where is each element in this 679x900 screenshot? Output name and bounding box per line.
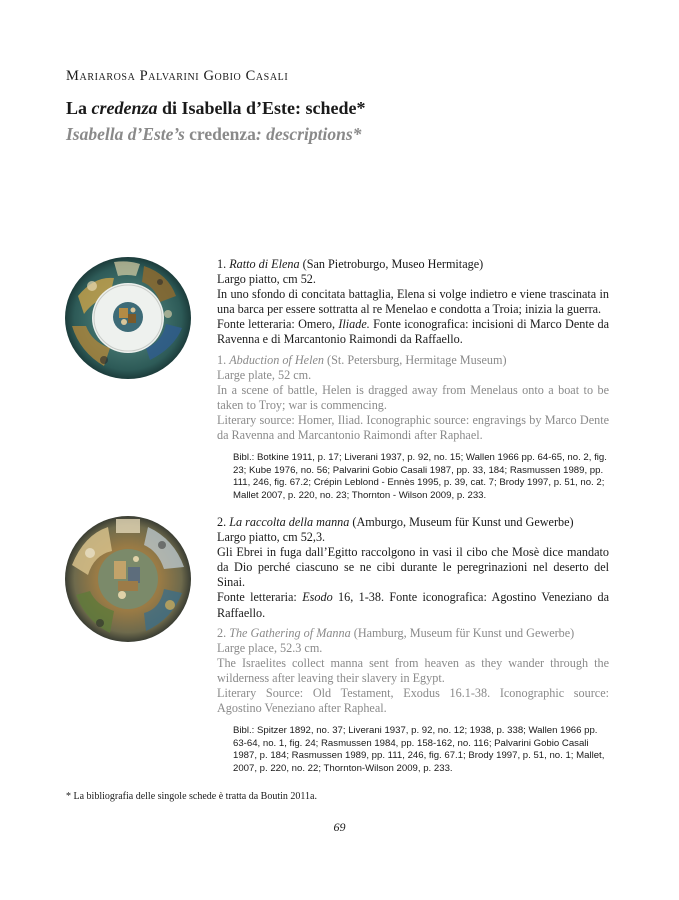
artwork-sources — [217, 317, 609, 347]
bibliography: Bibl.: Botkine 1911, p. 17; Liverani 1937, p. 92, no. 15; Wallen 1966 pp. 64-65, no. 2, fig. 23; Kube 1976, no. 56; Palvarini Gobio Casali 1987, pp. 33, 184; Rasmussen 1989, pp. 111, 246, fig. 67.2; Crépin Leblond - Ennès 1995, p. 39, cat. 7; Brody 1997, p. 51, no. 2; Mallet 2007, p. 220, no. 23; Thornton - Wilson 2009, p. 233. — [233, 452, 607, 501]
title-it-post: di Isabella d’Este: schede* — [157, 98, 366, 118]
sources-pre: Fonte letteraria: — [217, 590, 303, 605]
artwork-size: Largo piatto, cm 52. — [217, 272, 316, 287]
entry-number: 2. — [217, 515, 230, 529]
artwork-description: In uno sfondo di concitata battaglia, Elena si volge indietro e viene trascinata in una barca per essere sottratta al re Menelao e condotta a Troia; inizia la guerra. — [217, 287, 609, 317]
artwork-description-en: The Israelites collect manna sent from heaven as they wander through the wilderness after leaving their slavery in Egypt. — [217, 655, 609, 685]
artwork-title-en: Abduction of Helen — [229, 352, 324, 367]
plate-image-abduction-of-helen — [64, 256, 192, 380]
sources-literary-title: Iliade. — [338, 317, 370, 332]
artwork-description-en: In a scene of battle, Helen is dragged away from Menelaus onto a boat to be taken to Troy; war is commencing. — [217, 382, 609, 412]
artwork-description: Gli Ebrei in fuga dall’Egitto raccolgono in vasi il cibo che Mosè dice mandato da Dio perché ciascuno se ne cibi durante le peregrinazioni nel deserto del Sinai. — [217, 545, 609, 590]
entry-1 — [217, 257, 609, 503]
artwork-size: Largo piatto, cm 52,3. — [217, 530, 326, 545]
artwork-title-en: The Gathering of Manna — [229, 625, 351, 640]
artwork-title: La raccolta della manna — [229, 515, 350, 529]
artwork-sources-en: Literary source: Homer, Iliad. Iconographic source: engravings by Marco Dente da Ravenna and Marcantonio Raimondi after Raphael. — [217, 412, 609, 443]
title-italian — [66, 98, 366, 119]
artwork-location-en: (Hamburg, Museum für Kunst und Gewerbe) — [350, 625, 575, 640]
title-en-post: : descriptions* — [255, 124, 362, 144]
title-en-mid: credenza — [189, 124, 256, 144]
artwork-title: Ratto di Elena — [229, 257, 300, 271]
sources-post: 16, 1-38. Fonte iconografica: Agostino Veneziano da Raffaello. — [217, 590, 609, 620]
sources-pre: Fonte letteraria: Omero, — [217, 317, 339, 332]
author-name: Mariarosa Palvarini Gobio Casali — [66, 68, 289, 84]
plate-image-gathering-of-manna — [64, 515, 192, 643]
bibliography: Bibl.: Spitzer 1892, no. 37; Liverani 1937, p. 92, no. 12; 1938, p. 338; Wallen 1966 pp. 63-64, no. 1, fig. 24; Rasmussen 1984, pp. 158-162, no. 116; Palvarini Gobio Casali 1987, p. 184; Rasmussen 1989, pp. 111, 246, fig. 67.1; Brody 1997, p. 51, no. 1; Mallet, 2007, p. 220, no. 22; Thornton-Wilson 2009, p. 233. — [233, 725, 605, 774]
artwork-location: (San Pietroburgo, Museo Hermitage) — [299, 257, 484, 271]
artwork-location-en: (St. Petersburg, Hermitage Museum) — [323, 352, 507, 367]
entry-1-en-heading — [217, 353, 609, 368]
artwork-sources-en: Literary Source: Old Testament, Exodus 16.1-38. Iconographic source: Agostino Veneziano after Rapheal. — [217, 686, 609, 716]
artwork-sources — [217, 590, 609, 620]
title-it-em: credenza — [91, 98, 158, 118]
sources-post: Fonte iconografica: incisioni di Marco Dente da Ravenna e di Marcantonio Raimondi da Raffaello. — [217, 317, 609, 347]
title-it-pre: La — [66, 98, 92, 118]
artwork-size-en: Large place, 52.3 cm. — [217, 640, 323, 655]
artwork-location: (Amburgo, Museum für Kunst und Gewerbe) — [349, 515, 574, 529]
title-english — [66, 124, 361, 145]
entry-number-en: 2. — [217, 625, 230, 640]
artwork-size-en: Large plate, 52 cm. — [217, 367, 312, 382]
footnote: * La bibliografia delle singole schede è tratta da Boutin 2011a. — [66, 791, 317, 802]
entry-2-it-heading — [217, 515, 609, 530]
title-en-pre: Isabella d’Este’s — [66, 124, 190, 144]
entry-number-en: 1. — [217, 352, 230, 367]
entry-number: 1. — [217, 257, 230, 271]
sources-literary-title: Esodo — [302, 590, 333, 605]
entry-2 — [217, 515, 609, 776]
entry-2-en-heading — [217, 626, 609, 641]
entry-1-it-heading — [217, 257, 609, 272]
page-number: 69 — [333, 820, 346, 834]
